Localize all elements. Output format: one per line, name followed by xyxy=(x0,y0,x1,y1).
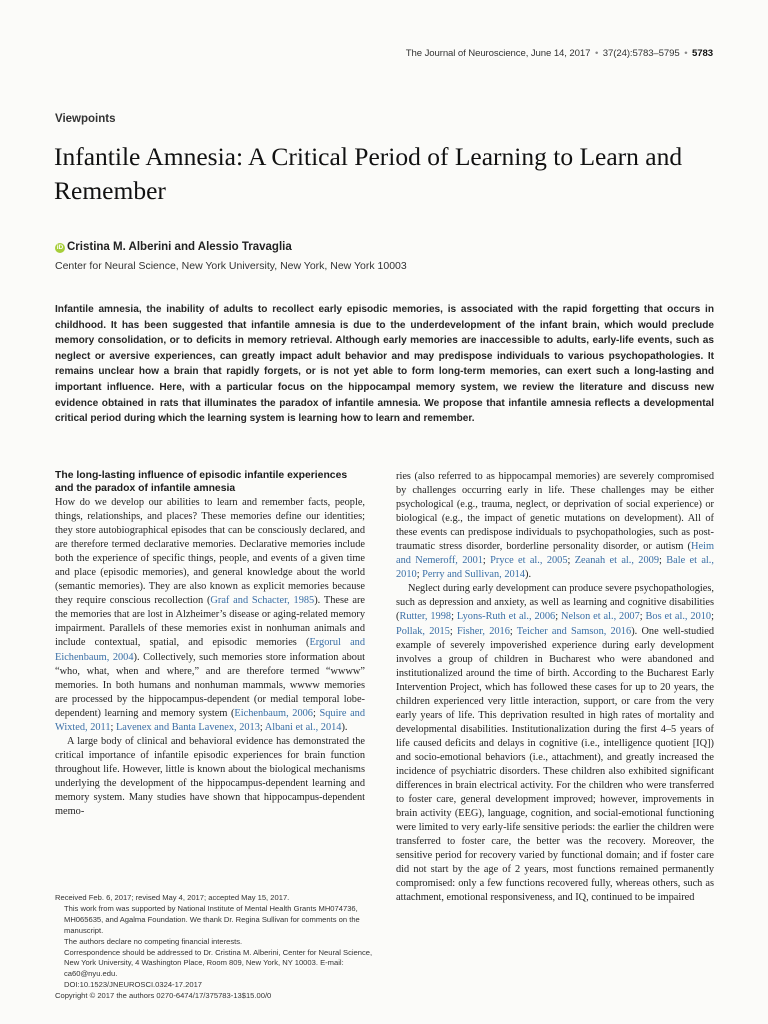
running-header xyxy=(406,48,713,59)
citation-link[interactable]: Teicher and Samson, 2016 xyxy=(516,625,632,637)
citation-link[interactable]: Bale et al., 2010 xyxy=(396,555,714,581)
citation-link[interactable]: Perry and Sullivan, 2014 xyxy=(422,569,526,581)
citation-link[interactable]: Lavenex and Banta Lavenex, 2013 xyxy=(115,721,260,733)
citation-link[interactable]: Zeanah et al., 2009 xyxy=(574,555,659,567)
citation-link[interactable]: Bos et al., 2010 xyxy=(645,611,712,623)
body-paragraph-2: A large body of clinical and behavioral evidence has demonstrated the critical importance of infantile episodic experiences for brain function throughout life. However, little is known about the biological mechanisms underlying the development of the hippocampus-dependent learning and memory system. Many studies have shown that hippocampus-dependent memo- xyxy=(55,735,365,818)
citation-link[interactable]: Squire and Wixted, 2011 xyxy=(55,707,366,733)
body-paragraph-3: ries (also referred to as hippocampal memories) are severely compromised by challenges occurring early in life. These challenges may be either psychological (e.g., trauma, neglect, or deprivation of social experience) or biological (e.g., the impact of genetic mutations on development). All of these events can predispose individuals to psychopathologies, such as post-traumatic stress disorder, borderline personality disorder, or autism (Heim and Nemeroff, 2001; Pryce et al., 2005; Zeanah et al., 2009; Bale et al., 2010; Perry and Sullivan, 2014). xyxy=(396,471,714,581)
body-paragraph-4: Neglect during early development can produce severe psychopathologies, such as depression and anxiety, as well as learning and cognitive disabilities (Rutter, 1998; Lyons-Ruth et al., 2006; Nelson et al., 2007; Bos et al., 2010; Pollak, 2015; Fisher, 2016; Teicher and Samson, 2016). One well-studied example of severely impoverished experience during early development involves a group of children in Bucharest who were abandoned and institutionalized around the time of birth. According to the Bucharest Early Intervention Project, which has followed these cases for up to 20 years, the children experienced very little interaction, support, or care from the very early years of life. This deprivation resulted in high rates of mortality and developmental disabilities. Institutionalization during the first 4–5 years of life caused deficits and delays in cognitive (i.e., intelligence quotient [IQ]) and socio-emotional behaviors (i.e., attachment), and greatly increased the incidence of psychiatric disorders. These children also exhibited significant differences in brain electrical activity. For the children who were transferred to foster care, general development improved; however, improvements in brain activity (EEG), language, cognition, and social-emotional functioning were limited to very early-life sensitive periods: the earlier the children were transferred to foster care, the better was the recovery. Moreover, the sensitive period for recovery varied by functional domain; and if foster care did not start by the age of 2 years, most functions remained permanently compromised: only a few functions recovered fully, whereas others, such as attachment, emotional responsiveness, and IQ, continued to be impaired xyxy=(396,583,715,904)
footnote-funding: This work from was supported by National Institute of Mental Health Grants MH074736, MH065635, and Agalma Foundation. We thank Dr. Regina Sullivan for comments on the manuscript. xyxy=(64,903,360,935)
abstract: Infantile amnesia, the inability of adults to recollect early episodic memories, is associated with the rapid forgetting that occurs in childhood. It has been suggested that infantile amnesia is due to the underdevelopment of the infant brain, which would preclude memory consolidation, or to deficits in memory retrieval. Although early memories are inaccessible to adults, early-life events, such as neglect or aversive experiences, can greatly impact adult behavior and may predispose individuals to various psychopathologies. It remains unclear how a brain that rapidly forgets, or is not yet able to form long-term memories, can exert such a long-lasting and important influence. Here, with a particular focus on the hippocampal memory system, we review the literature and discuss new evidence obtained in rats that illuminates the paradox of infantile amnesia. We propose that infantile amnesia reflects a developmental critical period during which the learning system is learning how to learn and remember. xyxy=(55,304,714,425)
page-number: 5783 xyxy=(692,48,713,59)
citation-link[interactable]: Lyons-Ruth et al., 2006 xyxy=(456,611,556,623)
affiliation: Center for Neural Science, New York University, New York, New York 10003 xyxy=(55,260,407,272)
footnote-copyright: Copyright © 2017 the authors 0270-6474/17/375783-13$15.00/0 xyxy=(55,991,272,1001)
citation-link[interactable]: Rutter, 1998 xyxy=(399,611,452,623)
citation-link[interactable]: Pollak, 2015 xyxy=(396,625,450,637)
volume-pages: 37(24):5783–5795 xyxy=(602,48,680,59)
article-title: Infantile Amnesia: A Critical Period of Learning to Learn and Remember xyxy=(54,142,683,205)
footnotes xyxy=(55,893,375,1002)
citation-link[interactable]: Albani et al., 2014 xyxy=(264,721,342,733)
citation-link[interactable]: Eichenbaum, 2006 xyxy=(234,707,313,719)
section-heading: The long-lasting influence of episodic infantile experiences and the paradox of infantile amnesia xyxy=(55,470,348,494)
section-label: Viewpoints xyxy=(55,113,116,125)
orcid-icon[interactable]: iD xyxy=(56,244,64,251)
footnote-received: Received Feb. 6, 2017; revised May 4, 2017; accepted May 15, 2017. xyxy=(55,893,290,902)
footnote-conflict: The authors declare no competing financial interests. xyxy=(64,936,243,946)
citation-link[interactable]: Heim and Nemeroff, 2001 xyxy=(396,541,714,567)
footnote-correspondence: Correspondence should be addressed to Dr. Cristina M. Alberini, Center for Neural Science, New York University, 4 Washington Place, Room 809, New York, NY 10003. E-mail: ca60@nyu.edu. xyxy=(64,947,373,979)
citation-link[interactable]: Fisher, 2016 xyxy=(456,625,510,637)
email-link[interactable]: ca60@nyu.edu xyxy=(64,969,116,979)
citation-link[interactable]: Pryce et al., 2005 xyxy=(490,555,568,567)
authors-line xyxy=(55,241,292,253)
header-separator: • xyxy=(594,48,599,59)
journal-citation: The Journal of Neuroscience, June 14, 2017 xyxy=(405,48,591,59)
left-column xyxy=(55,470,365,819)
citation-link[interactable]: Ergorul and Eichenbaum, 2004 xyxy=(55,637,365,663)
footnote-doi: DOI:10.1523/JNEUROSCI.0324-17.2017 xyxy=(64,980,203,990)
author-names: Cristina M. Alberini and Alessio Travaglia xyxy=(67,241,292,253)
citation-link[interactable]: Nelson et al., 2007 xyxy=(560,611,640,623)
body-paragraph-1: How do we develop our abilities to learn and remember facts, people, things, relationships, and places? These memories define our identities; they store autobiographical episodes that can be consciously declared, and are therefore termed declarative memories. Declarative memories include both the experience of specific things, people, and events of a given time and place (episodic memories), and general knowledge about the world (semantic memories). They are also known as explicit memories because they require conscious recollection (Graf and Schacter, 1985). These are the memories that are lost in Alzheimer’s disease or aging-related memory impairment. Parallels of these memories exist in nonhuman animals and include contextual, spatial, and episodic memories (Ergorul and Eichenbaum, 2004). Collectively, such memories store information about “who, what, when and where,” and are therefore termed “wwww” memories. In both humans and nonhuman mammals, wwww memories are processed by the hippocampus-dependent (or medial temporal lobe-dependent) learning and memory system (Eichenbaum, 2006; Squire and Wixted, 2011; Lavenex and Banta Lavenex, 2013; Albani et al., 2014). xyxy=(55,497,366,733)
header-separator-2: • xyxy=(684,48,688,59)
right-column xyxy=(396,470,714,905)
citation-link[interactable]: Graf and Schacter, 1985 xyxy=(210,595,315,607)
